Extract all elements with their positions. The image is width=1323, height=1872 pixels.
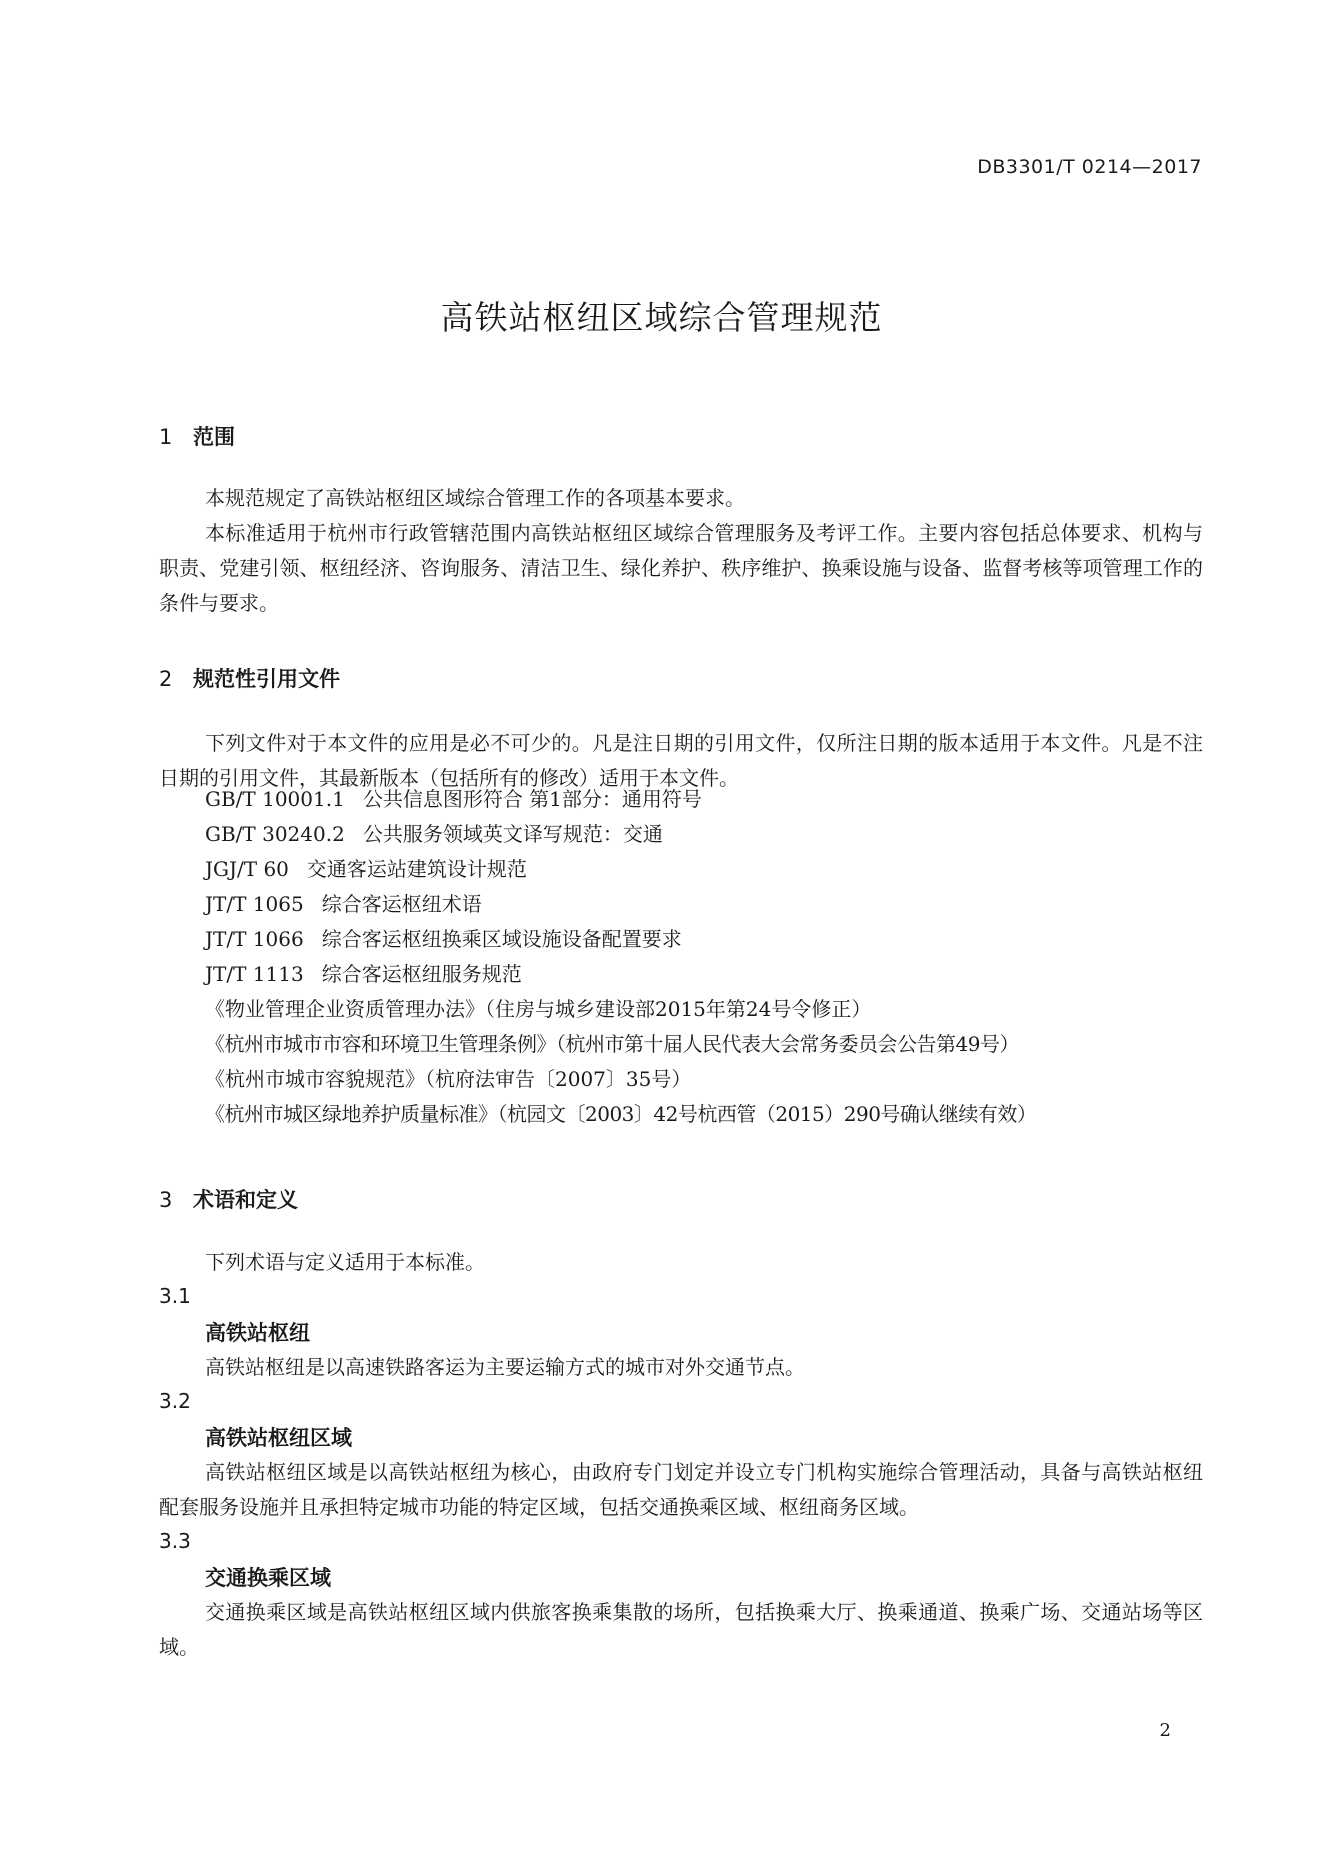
reference-name: 综合客运枢纽换乘区域设施设备配置要求 bbox=[321, 927, 682, 951]
section-number: 3 bbox=[159, 1188, 173, 1212]
reference-item bbox=[205, 957, 1205, 992]
reference-name: 综合客运枢纽服务规范 bbox=[321, 962, 522, 986]
section-1-paragraph-2: 本标准适用于杭州市行政管辖范围内高铁站枢纽区域综合管理服务及考评工作。主要内容包括总体要求、机构与职责、党建引领、枢纽经济、咨询服务、清洁卫生、绿化养护、秩序维护、换乘设施与设备、监督考核等项管理工作的条件与要求。 bbox=[159, 521, 1203, 615]
reference-name: 综合客运枢纽术语 bbox=[321, 892, 482, 916]
reference-item bbox=[205, 852, 1205, 887]
reference-name: 《杭州市城区绿地养护质量标准》（杭园文〔2003〕42号杭西管（2015）290号确认继续有效） bbox=[205, 1102, 1037, 1126]
reference-code: JT/T 1113 bbox=[205, 962, 304, 986]
reference-item bbox=[205, 817, 1205, 852]
section-2-intro: 下列文件对于本文件的应用是必不可少的。凡是注日期的引用文件，仅所注日期的版本适用于本文件。凡是不注日期的引用文件，其最新版本（包括所有的修改）适用于本文件。 bbox=[159, 731, 1203, 790]
section-number: 1 bbox=[159, 425, 173, 449]
term-definition: 交通换乘区域是高铁站枢纽区域内供旅客换乘集散的场所，包括换乘大厅、换乘通道、换乘广场、交通站场等区域。 bbox=[159, 1600, 1203, 1659]
term-number: 3.3 bbox=[159, 1529, 191, 1553]
reference-name: 《杭州市城市市容和环境卫生管理条例》（杭州市第十届人民代表大会常务委员会公告第49号） bbox=[205, 1032, 1019, 1056]
reference-item bbox=[205, 922, 1205, 957]
section-2-heading bbox=[159, 663, 340, 693]
reference-item bbox=[205, 782, 1205, 817]
section-3-intro: 下列术语与定义适用于本标准。 bbox=[205, 1250, 485, 1274]
section-1-paragraph-1: 本规范规定了高铁站枢纽区域综合管理工作的各项基本要求。 bbox=[205, 486, 745, 510]
term-number: 3.1 bbox=[159, 1284, 191, 1308]
term-name: 高铁站枢纽 bbox=[205, 1321, 310, 1345]
reference-list bbox=[205, 782, 1205, 1132]
reference-item bbox=[205, 1027, 1205, 1062]
reference-code: JT/T 1066 bbox=[205, 927, 304, 951]
term-definition: 高铁站枢纽是以高速铁路客运为主要运输方式的城市对外交通节点。 bbox=[205, 1355, 805, 1379]
section-title: 术语和定义 bbox=[193, 1188, 298, 1212]
reference-name: 交通客运站建筑设计规范 bbox=[306, 857, 527, 881]
term-number: 3.2 bbox=[159, 1389, 191, 1413]
standard-code: DB3301/T 0214—2017 bbox=[977, 156, 1202, 178]
reference-code: GB/T 30240.2 bbox=[205, 822, 345, 846]
reference-name: 《物业管理企业资质管理办法》（住房与城乡建设部2015年第24号令修正） bbox=[205, 997, 872, 1021]
term-name: 交通换乘区域 bbox=[205, 1566, 331, 1590]
page-number: 2 bbox=[1159, 1720, 1171, 1741]
reference-code: JGJ/T 60 bbox=[205, 857, 289, 881]
reference-item bbox=[205, 1097, 1205, 1132]
reference-name: 公共服务领域英文译写规范：交通 bbox=[362, 822, 663, 846]
reference-item bbox=[205, 887, 1205, 922]
section-title: 范围 bbox=[193, 425, 235, 449]
term-definition: 高铁站枢纽区域是以高铁站枢纽为核心，由政府专门划定并设立专门机构实施综合管理活动，具备与高铁站枢纽配套服务设施并且承担特定城市功能的特定区域，包括交通换乘区域、枢纽商务区域。 bbox=[159, 1460, 1203, 1519]
reference-item bbox=[205, 1062, 1205, 1097]
reference-code: JT/T 1065 bbox=[205, 892, 304, 916]
section-3-heading bbox=[159, 1184, 298, 1214]
term-name: 高铁站枢纽区域 bbox=[205, 1426, 352, 1450]
section-title: 规范性引用文件 bbox=[193, 667, 340, 691]
document-title: 高铁站枢纽区域综合管理规范 bbox=[440, 298, 883, 337]
reference-name: 公共信息图形符合 第1部分：通用符号 bbox=[362, 787, 702, 811]
reference-code: GB/T 10001.1 bbox=[205, 787, 345, 811]
section-number: 2 bbox=[159, 667, 173, 691]
reference-name: 《杭州市城市容貌规范》（杭府法审告〔2007〕35号） bbox=[205, 1067, 692, 1091]
section-1-heading bbox=[159, 421, 235, 451]
reference-item bbox=[205, 992, 1205, 1027]
